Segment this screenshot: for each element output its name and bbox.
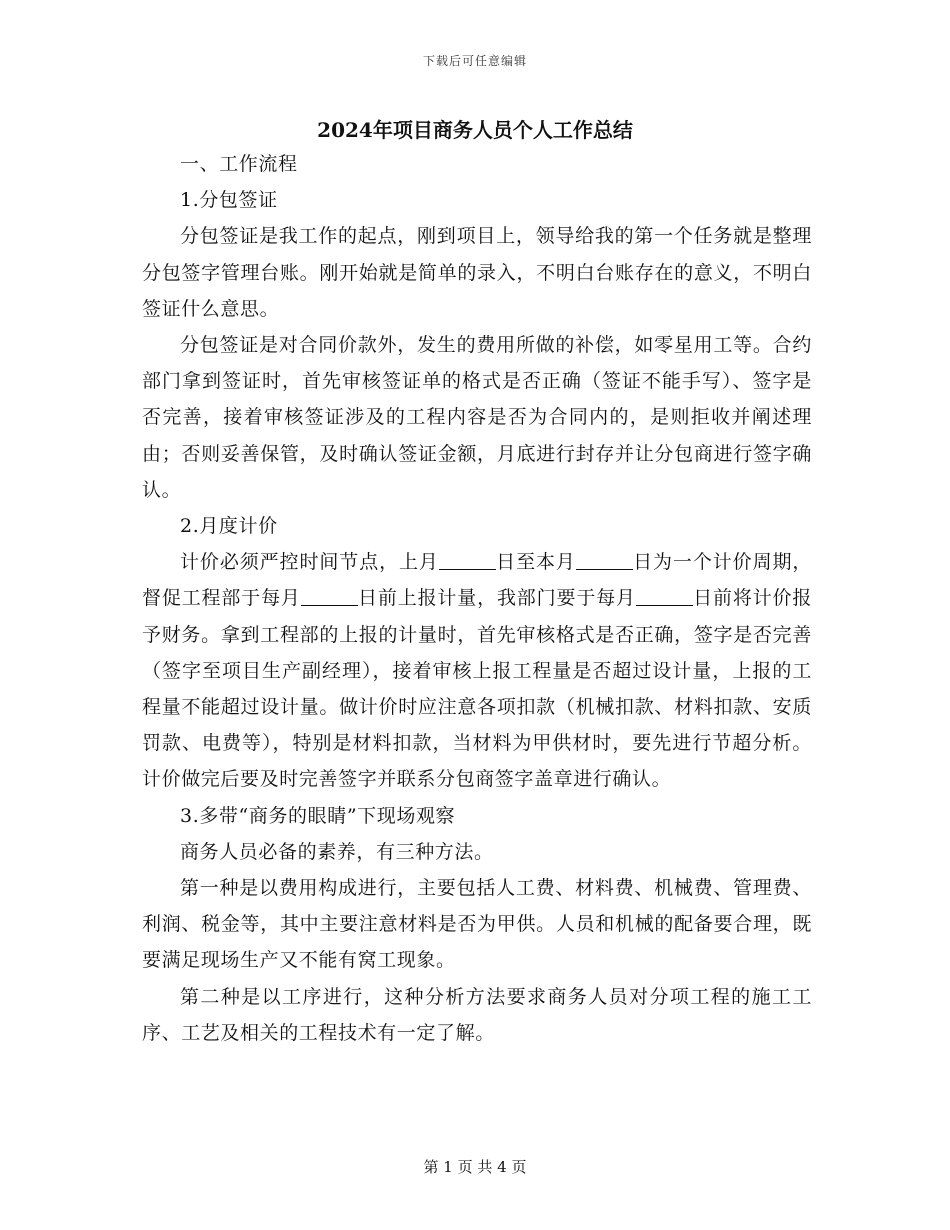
paragraph-method-two: 第二种是以工序进行，这种分析方法要求商务人员对分项工程的施工工序、工艺及相关的工程技术有一定了解。 — [142, 985, 812, 1044]
valuation-text-b: 日至本月 — [495, 551, 576, 574]
paragraph-visa-intro: 分包签证是我工作的起点，刚到项目上，领导给我的第一个任务就是整理分包签字管理台账。刚开始就是简单的录入，不明白台账存在的意义，不明白签证什么意思。 — [142, 225, 812, 320]
paragraph-valuation — [142, 544, 812, 797]
fill-blank — [576, 550, 633, 570]
page-number: 第 1 页 共 4 页 — [423, 1158, 527, 1176]
subheading-subcontract-visa: 1.分包签证 — [180, 189, 278, 212]
document-title: 2024年项目商务人员个人工作总结 — [317, 118, 633, 142]
document-body — [142, 146, 812, 1051]
paragraph-method-one: 第一种是以费用构成进行，主要包括人工费、材料费、机械费、管理费、利润、税金等，其中主要注意材料是否为甲供。人员和机械的配备要合理，既要满足现场生产又不能有窝工现象。 — [142, 877, 812, 972]
paragraph-three-methods: 商务人员必备的素养，有三种方法。 — [180, 840, 494, 863]
header-note: 下载后可任意编辑 — [422, 54, 527, 68]
valuation-text-d: 日前上报计量，我部门要于每月 — [357, 587, 636, 610]
valuation-text-c: 日为一个计价周期，督促工程部于每月 — [142, 551, 812, 610]
valuation-text-e: 日前将计价报予财务。拿到工程部的上报的计量时，首先审核格式是否正确，签字是否完善（签字至项目生产副经理），接着审核上报工程量是否超过设计量，上报的工程量不能超过设计量。做计价时应注意各项扣款（机械扣款、材料扣款、安质罚款、电费等），特别是材料扣款，当材料为甲供材时，要先进行节超分析。计价做完后要及时完善签字并联系分包商签字盖章进行确认。 — [142, 587, 812, 791]
fill-blank — [301, 586, 358, 606]
valuation-text-a: 计价必须严控时间节点，上月 — [180, 551, 439, 574]
paragraph-visa-detail: 分包签证是对合同价款外，发生的费用所做的补偿，如零星用工等。合约部门拿到签证时，首先审核签证单的格式是否正确（签证不能手写）、签字是否完善，接着审核签证涉及的工程内容是否为合同内的，是则拒收并阐述理由；否则妥善保管，及时确认签证金额，月底进行封存并让分包商进行签字确认。 — [142, 334, 812, 501]
section-heading-workflow: 一、工作流程 — [180, 153, 298, 175]
fill-blank — [439, 550, 496, 570]
subheading-monthly-valuation: 2.月度计价 — [180, 515, 278, 538]
subheading-site-observation: 3.多带“商务的眼睛”下现场观察 — [180, 804, 456, 827]
fill-blank — [636, 586, 693, 606]
